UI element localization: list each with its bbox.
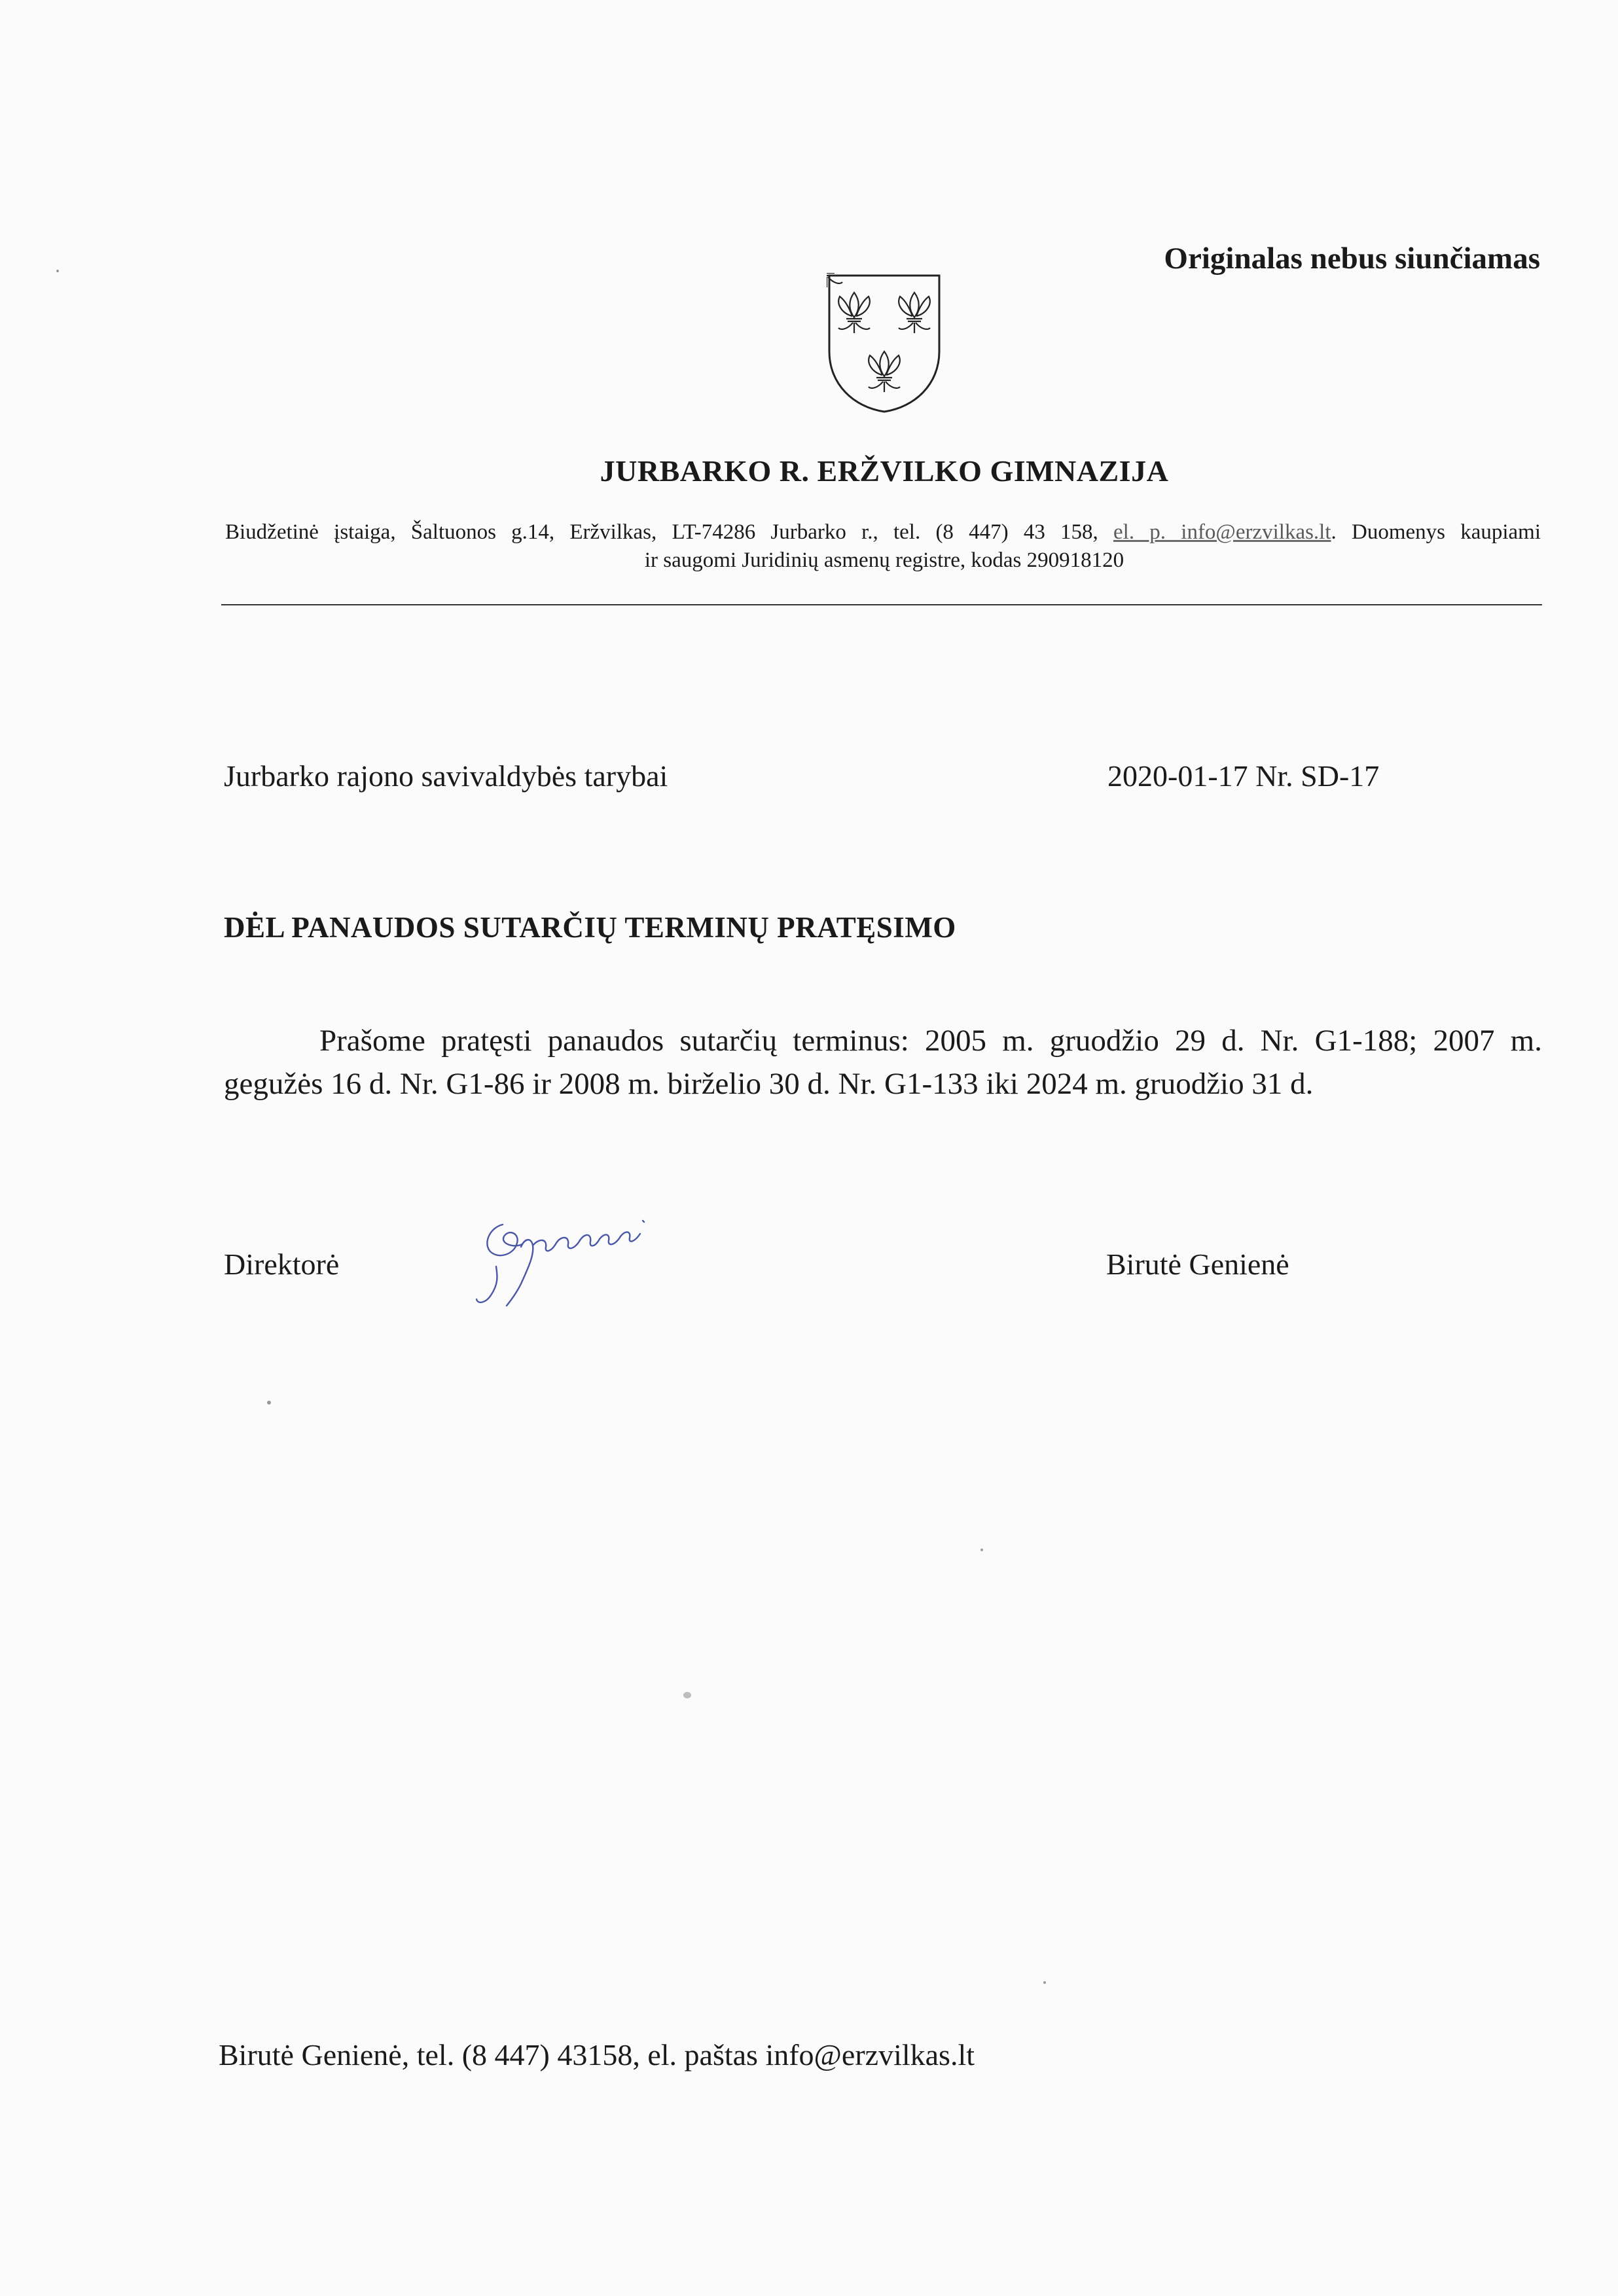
address-suffix: . Duomenys kaupiami: [1331, 520, 1541, 544]
address-prefix: Biudžetinė įstaiga, Šaltuonos g.14, Eržvilkas, LT-74286 Jurbarko r., tel. (8 447) 43 158,: [225, 520, 1114, 544]
address-line-2: ir saugomi Juridinių asmenų registre, kodas 290918120: [644, 548, 1124, 572]
email-link[interactable]: el. p. info@erzvilkas.lt: [1113, 520, 1331, 544]
paper-speck: [56, 270, 59, 272]
letter-subject: DĖL PANAUDOS SUTARČIŲ TERMINŲ PRATĘSIMO: [224, 911, 956, 944]
paper-speck: [683, 1692, 691, 1698]
original-not-sent-note: Originalas nebus siunčiamas: [1164, 242, 1540, 276]
coat-of-arms-icon: [827, 273, 942, 414]
document-date-number: 2020-01-17 Nr. SD-17: [1107, 759, 1380, 793]
address-line-1: [225, 520, 1541, 545]
contact-footer: Birutė Genienė, tel. (8 447) 43158, el. paštas info@erzvilkas.lt: [219, 2038, 975, 2072]
paper-speck: [1043, 1981, 1046, 1984]
school-name: JURBARKO R. ERŽVILKO GIMNAZIJA: [600, 454, 1169, 488]
recipient: Jurbarko rajono savivaldybės tarybai: [224, 759, 668, 793]
paper-speck: [267, 1401, 271, 1405]
signatory-position: Direktorė: [224, 1247, 340, 1281]
signatory-name: Birutė Genienė: [1106, 1247, 1289, 1281]
header-divider: [221, 604, 1542, 605]
paper-speck: [980, 1549, 983, 1551]
letter-body: Prašome pratęsti panaudos sutarčių terminus: 2005 m. gruodžio 29 d. Nr. G1-188; 2007 m. gegužės 16 d. Nr. G1-86 ir 2008 m. birželio 30 d. Nr. G1-133 iki 2024 m. gruodžio 31 d.: [224, 1024, 1542, 1101]
handwritten-signature: [452, 1208, 713, 1338]
